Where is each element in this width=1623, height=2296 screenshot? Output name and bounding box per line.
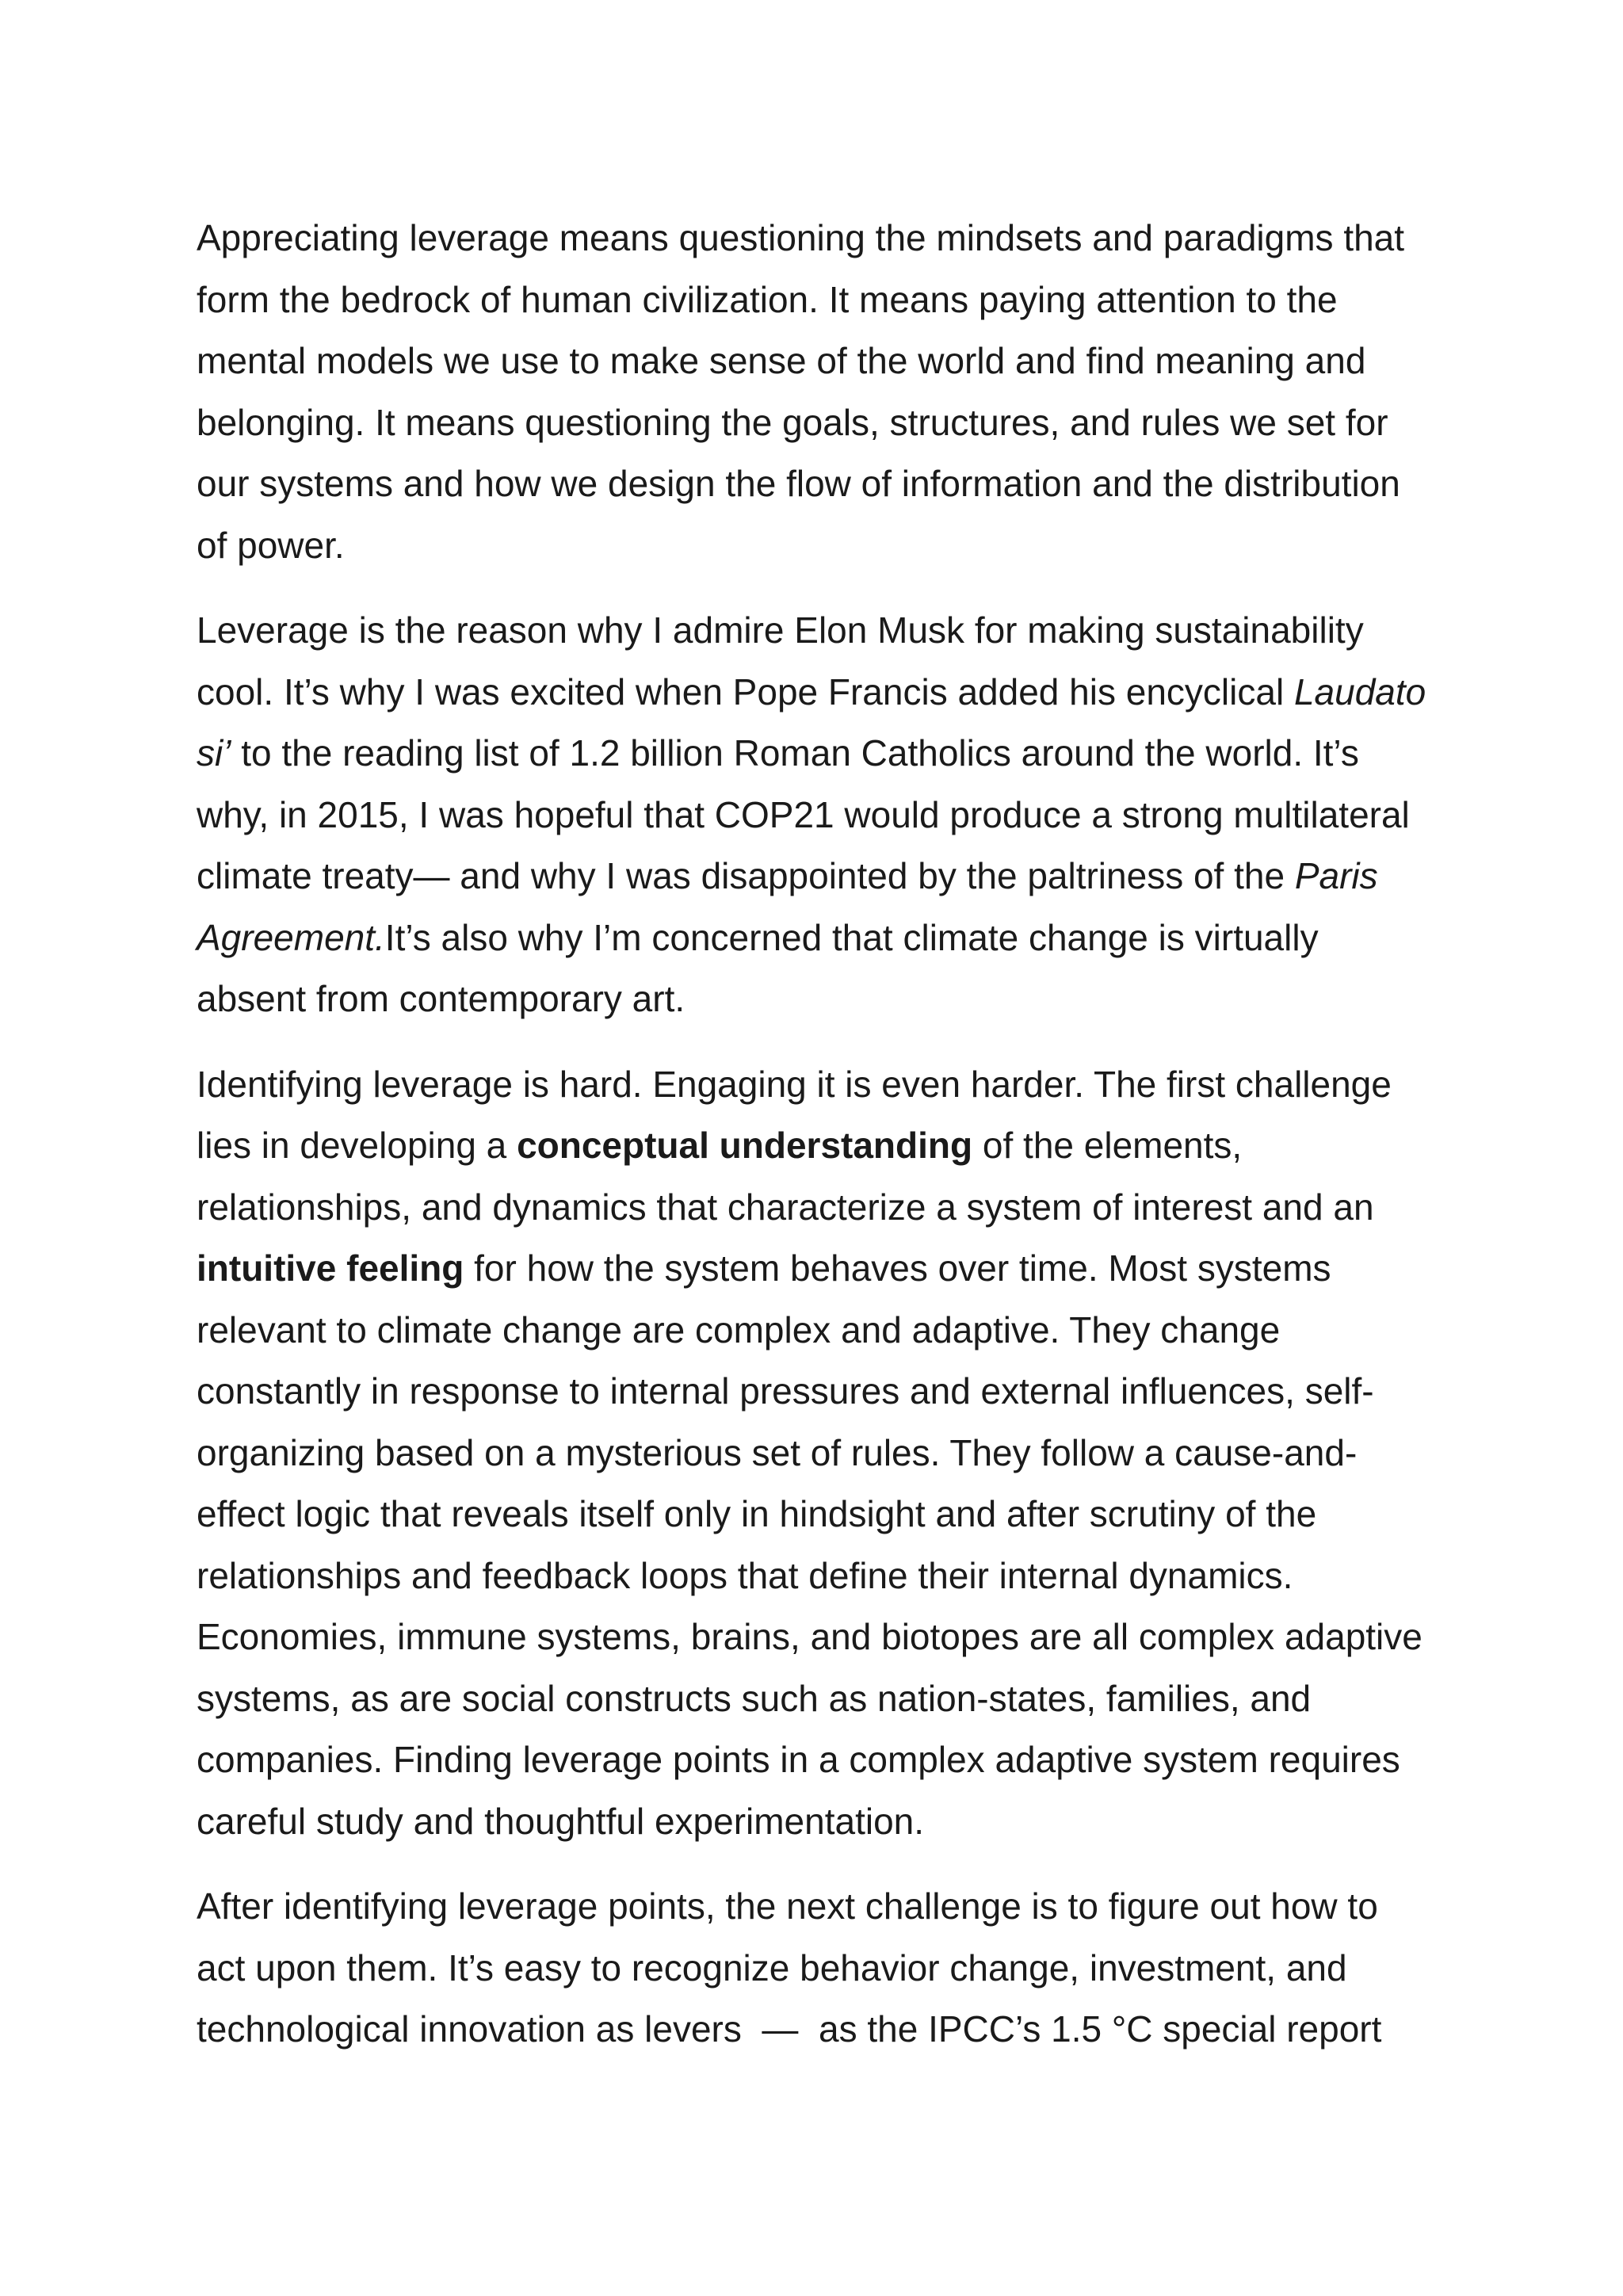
- paragraph-text: After identifying leverage points, the next challenge is to figure out how to act upon them. It’s easy to recognize behavior change, investment, and technological innovation as levers — as the IPCC’s 1.5 °C special report: [197, 1885, 1388, 2050]
- paragraph-text: for how the system behaves over time. Most systems relevant to climate change are complex and adaptive. They change constantly in response to internal pressures and external influences, self-organizing based on a mysterious set of rules. They follow a cause-and-effect logic that reveals itself only in hindsight and after scrutiny of the relationships and feedback loops that define their internal dynamics. Economies, immune systems, brains, and biotopes are all complex adaptive systems, as are social constructs such as nation-states, families, and companies. Finding leverage points in a complex adaptive system requires careful study and thoughtful experimentation.: [197, 1247, 1433, 1842]
- paragraph-text: It’s also why I’m concerned that climate change is virtually absent from contemporary art.: [197, 916, 1329, 1019]
- bold-term-conceptual-understanding: conceptual understanding: [517, 1125, 973, 1166]
- italic-title-paris-agreement: Paris Agreement.: [197, 855, 1387, 958]
- paragraph-4: [197, 1876, 1433, 2061]
- paragraph-text: Appreciating leverage means questioning the mindsets and paradigms that form the bedrock of human civilization. It means paying attention to the mental models we use to make sense of the world and find meaning and belonging. It means questioning the goals, structures, and rules we set for our systems and how we design the flow of information and the distribution of power.: [197, 217, 1415, 566]
- paragraph-text: Leverage is the reason why I admire Elon Musk for making sustainability cool. It’s why I was excited when Pope Francis added his encyclical: [197, 609, 1374, 712]
- document-body: [197, 208, 1437, 2084]
- paragraph-2: [197, 600, 1437, 1030]
- italic-title-laudato-si: Laudato si’: [197, 670, 1437, 774]
- paragraph-text: Identifying leverage is hard. Engaging it is even harder. The first challenge lies in developing a: [197, 1063, 1402, 1166]
- bold-term-intuitive-feeling: intuitive feeling: [197, 1247, 464, 1289]
- paragraph-text: of the elements, relationships, and dynamics that characterize a system of interest and an: [197, 1125, 1384, 1228]
- paragraph-1: [197, 208, 1433, 576]
- paragraph-3: [197, 1054, 1433, 1853]
- paragraph-text: to the reading list of 1.2 billion Roman Catholics around the world. It’s why, in 2015, I was hopeful that COP21 would produce a strong multilateral climate treaty— and why I was disappointed by the paltriness of the: [197, 732, 1420, 896]
